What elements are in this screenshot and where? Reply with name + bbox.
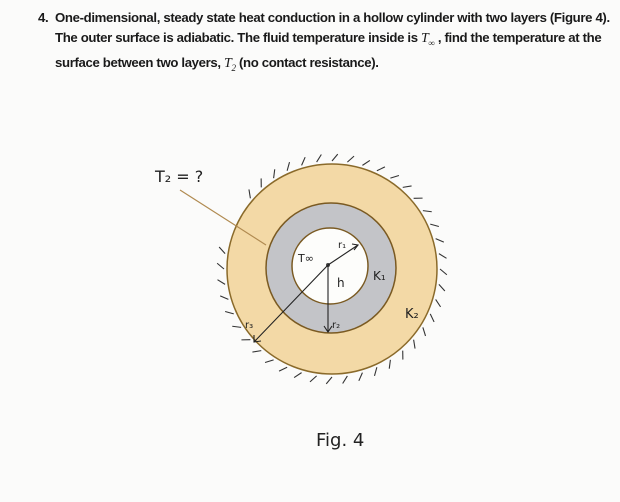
hatch-mark xyxy=(294,373,301,378)
hatch-mark xyxy=(430,314,434,322)
t-inf-label: T∞ xyxy=(298,252,314,265)
hatch-mark xyxy=(362,160,369,165)
figure-caption: Fig. 4 xyxy=(316,430,365,451)
hatch-mark xyxy=(232,326,241,327)
hatch-mark xyxy=(347,156,354,162)
hatch-mark xyxy=(439,284,445,291)
hatch-mark xyxy=(219,247,225,254)
hatch-mark xyxy=(326,377,332,384)
inner-cavity xyxy=(292,228,368,304)
hatch-mark xyxy=(423,211,432,212)
hatch-mark xyxy=(287,162,289,171)
hatch-mark xyxy=(225,311,234,313)
hatch-mark xyxy=(359,373,363,381)
hatch-mark xyxy=(374,367,376,376)
hatch-mark xyxy=(317,154,322,162)
k1-label: K₁ xyxy=(373,269,386,283)
hatch-mark xyxy=(252,351,261,352)
r2-label: r₂ xyxy=(332,320,341,331)
t-inf-subscript: ∞ xyxy=(428,37,435,48)
k2-label: K₂ xyxy=(405,307,419,322)
hatch-mark xyxy=(217,263,224,269)
hatch-mark xyxy=(390,175,399,178)
hatch-mark xyxy=(430,224,439,226)
hatch-mark xyxy=(436,239,444,243)
question-text-part: One-dimensional, steady state heat conduction in a hollow cylinder with two layers (Figure 4). The outer surface is adiabatic. The fluid temperature inside is xyxy=(55,10,610,45)
hatch-mark xyxy=(343,376,348,384)
hatch-mark xyxy=(274,169,275,178)
hatch-mark xyxy=(249,189,250,198)
hatch-mark xyxy=(377,167,385,171)
hatch-mark xyxy=(220,296,228,300)
t2-letter: T xyxy=(224,55,232,71)
r1-label: r₁ xyxy=(338,240,347,251)
t-inf-letter: T xyxy=(421,31,429,46)
hatch-mark xyxy=(302,157,306,165)
h-label: h xyxy=(337,276,345,290)
hatch-mark xyxy=(389,360,390,369)
t2-label: T₂ = ? xyxy=(155,167,204,186)
r3-label: r₃ xyxy=(245,320,254,331)
hatch-mark xyxy=(403,186,412,187)
t2-subscript: 2 xyxy=(231,62,236,73)
question-number: 4. xyxy=(38,10,49,25)
hatch-mark xyxy=(414,340,415,349)
hatch-mark xyxy=(265,360,274,363)
hatch-mark xyxy=(279,367,287,371)
hatch-mark xyxy=(310,376,317,382)
hatch-mark xyxy=(436,299,441,306)
hatch-mark xyxy=(423,327,426,336)
hatch-mark xyxy=(439,254,447,259)
question-text-part: (no contact resistance). xyxy=(235,54,379,70)
hatch-mark xyxy=(332,154,338,161)
hatch-mark xyxy=(440,269,447,275)
question-text-part: , find the temperature at the surface between two layers, xyxy=(55,30,602,70)
hatch-mark xyxy=(217,280,225,285)
